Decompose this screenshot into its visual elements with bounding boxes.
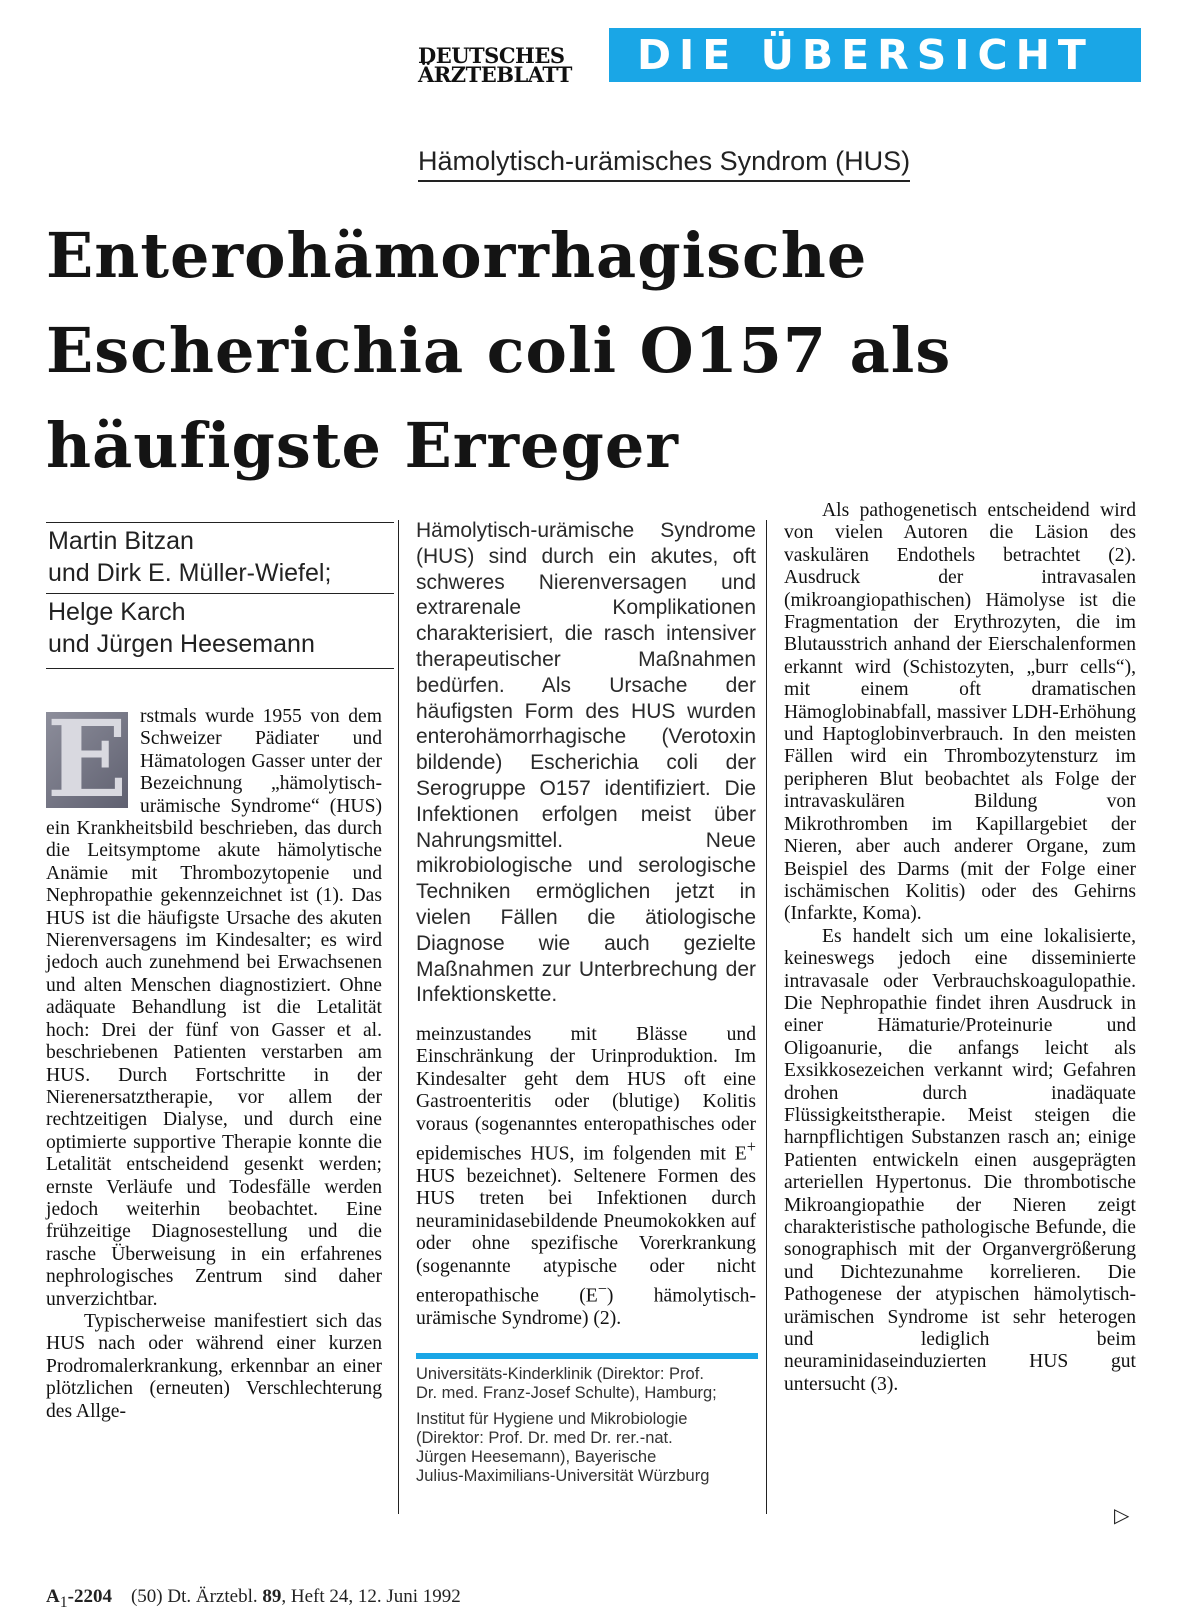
superscript: + <box>746 1137 756 1157</box>
text-run: HUS bezeichnet). Seltenere Formen des HUS treten bei Infektionen durch neuraminidasebildende Pneumokokken auf oder ohne spezifische Vorerkrankung (sogenannte atypische oder nicht enteropathische (E <box>416 1165 756 1307</box>
affiliation-line: Institut für Hygiene und Mikrobiologie <box>416 1410 688 1428</box>
superscript: − <box>597 1279 607 1298</box>
headline-line-3: häufigste Erreger <box>46 409 679 482</box>
body-paragraph: Als pathogenetisch entscheidend wird von vielen Autoren die Läsion des vaskulären Endothels betrachtet (2). Ausdruck der intravasalen (mikroangiopathischen) Hämolyse ist die Fragmentation der Erythrozyten, die im Blutausstrich anhand der Eierschalenformen erkannt wird (Schistozyten, „burr cells“), mit einem oft dramatischen Hämoglobinabfall, massiver LDH-Erhöhung und Haptoglobinverbrauch. In den meisten Fällen wird ein Thrombozytensturz im peripheren Blut beobachtet als Folge der intravaskulären Bildung von Mikrothromben im Kapillargebiet der Nieren, aber auch anderer Organe, zum Beispiel des Darms (mit der Folge einer ischämischen Kolitis) oder des Gehirns (Infarkte, Koma). <box>784 500 1136 925</box>
author-line: Martin Bitzan <box>48 527 194 555</box>
drop-cap: E <box>46 712 128 808</box>
logo-line-1: DEUTSCHES <box>418 43 565 68</box>
issue-prefix: (50) Dt. Ärztebl. <box>130 1586 263 1607</box>
author-list <box>46 522 394 669</box>
logo-line-2: ÄRZTEBLATT <box>418 62 572 87</box>
column-3 <box>784 500 1136 1396</box>
author-line: Helge Karch <box>48 598 186 626</box>
author-group-2 <box>46 593 394 669</box>
section-banner: DIE ÜBERSICHT <box>609 28 1141 82</box>
page-footer <box>46 1586 461 1612</box>
column-2 <box>416 1024 756 1330</box>
author-line: und Dirk E. Müller-Wiefel; <box>48 559 332 587</box>
continue-arrow-icon: ▷ <box>1114 1503 1130 1527</box>
article-headline <box>46 208 1136 493</box>
text-run: ) hämolytisch-urämische Syndrome) (2). <box>416 1285 756 1329</box>
headline-line-1: Enterohämorrhagische <box>46 219 868 292</box>
affiliation-line: Julius-Maximilians-Universität Würzburg <box>416 1467 710 1485</box>
intro-text: rstmals wurde 1955 von dem Schweizer Pädiater und Hämatologen Gasser unter der Bezeichnung „hämolytisch-urämische Syndrome“ (HUS) ein Krankheitsbild beschrieben, das durch die Leitsymptome akute hämolytische Anämie mit Thrombozytopenie und Nephropathie gekennzeichnet ist (1). Das HUS ist die häufigste Ursache des akuten Nierenversagens im Kindesalter; es wird jedoch auch zunehmend bei Erwachsenen und alten Menschen diagnostiziert. Ohne adäquate Behandlung ist die Letalität hoch: Drei der fünf von Gasser et al. beschriebenen Patienten verstarben am HUS. Durch Fortschritte in der Nierenersatztherapie, vor allem der rechtzeitigen Dialyse, und durch eine optimierte supportive Therapie konnte die Letalität entscheidend gesenkt werden; ernste Verläufe und Todesfälle werden jedoch weiterhin beobachtet. Eine frühzeitige Diagnosestellung und die rasche Überweisung in ein erfahrenes nephrologisches Zentrum sind daher unverzichtbar. <box>46 706 382 1310</box>
column-rule-2 <box>766 520 767 1514</box>
affiliation-line: Dr. med. Franz-Josef Schulte), Hamburg; <box>416 1384 717 1402</box>
affiliation-line: (Direktor: Prof. Dr. med Dr. rer.-nat. <box>416 1429 673 1447</box>
headline-line-2: Escherichia coli O157 als <box>46 314 952 387</box>
volume-number: 89 <box>262 1586 282 1607</box>
affiliation-line: Universitäts-Kinderklinik (Direktor: Prof. <box>416 1365 704 1383</box>
body-paragraph <box>416 1024 756 1330</box>
body-paragraph: Es handelt sich um eine lokalisierte, keineswegs jedoch eine disseminierte intravasale oder Verbrauchskoagulopathie. Die Nephropathie findet ihren Ausdruck in einer Hämaturie/Proteinurie und Oligoanurie, die anfangs leicht als Exsikkosezeichen verkannt wird; Gefahren drohen durch inadäquate Flüssigkeitstherapie. Meist steigen die harnpflichtigen Substanzen rasch an; einige Patienten entwickeln einen ausgeprägten arteriellen Hypertonus. Die thrombotische Mikroangiopathie der Nieren zeigt charakteristische pathologische Befunde, die sonographisch mit der Organvergrößerung und Dichtezunahme korrelieren. Die Pathogenese der atypischen hämolytisch-urämischen Syndrome ist sehr heterogen und lediglich beim neuraminidaseinduzierten HUS gut untersucht (3). <box>784 925 1136 1395</box>
article-kicker: Hämolytisch-urämisches Syndrom (HUS) <box>418 144 910 182</box>
issue-info: , Heft 24, 12. Juni 1992 <box>281 1586 461 1607</box>
column-1 <box>46 706 382 1423</box>
affiliation-wuerzburg <box>416 1410 761 1486</box>
page-id-subscript: 1 <box>59 1593 68 1611</box>
article-abstract: Hämolytisch-urämische Syndrome (HUS) sind durch ein akutes, oft schweres Nierenversagen und extrarenale Komplikationen charakterisiert, die rasch intensiver therapeutischer Maßnahmen bedürfen. Als Ursache der häufigsten Form des HUS wurden enterohämorrhagische (Verotoxin bildende) Escherichia coli der Serogruppe O157 identifiziert. Die Infektionen erfolgen meist über Nahrungsmittel. Neue mikrobiologische und serologische Techniken ermöglichen jetzt in vielen Fällen die ätiologische Diagnose wie auch gezielte Maßnahmen zur Unterbrechung der Infektionskette. <box>416 519 756 1007</box>
column-rule-1 <box>398 520 399 1514</box>
text-run: meinzustandes mit Blässe und Einschränkung der Urinproduktion. Im Kindesalter geht dem HUS oft eine Gastroenteritis oder (blutige) Kolitis voraus (sogenanntes enteropathisches oder epidemisches HUS, im folgenden mit E <box>416 1024 756 1165</box>
author-line: und Jürgen Heesemann <box>48 630 315 658</box>
affiliation-rule <box>416 1353 758 1359</box>
author-group-1 <box>46 522 394 593</box>
page-id-letter: A <box>46 1586 60 1607</box>
affiliation-line: Jürgen Heesemann), Bayerische <box>416 1448 657 1466</box>
body-paragraph: Typischerweise manifestiert sich das HUS nach oder während einer kurzen Prodromalerkrankung, erkennbar an einer plötzlichen (erneuten) Verschlechterung des Allge- <box>46 1310 382 1422</box>
affiliation-hamburg <box>416 1365 761 1403</box>
journal-logo <box>418 43 590 87</box>
intro-paragraph <box>46 706 382 1311</box>
page-number: -2204 <box>67 1586 112 1607</box>
